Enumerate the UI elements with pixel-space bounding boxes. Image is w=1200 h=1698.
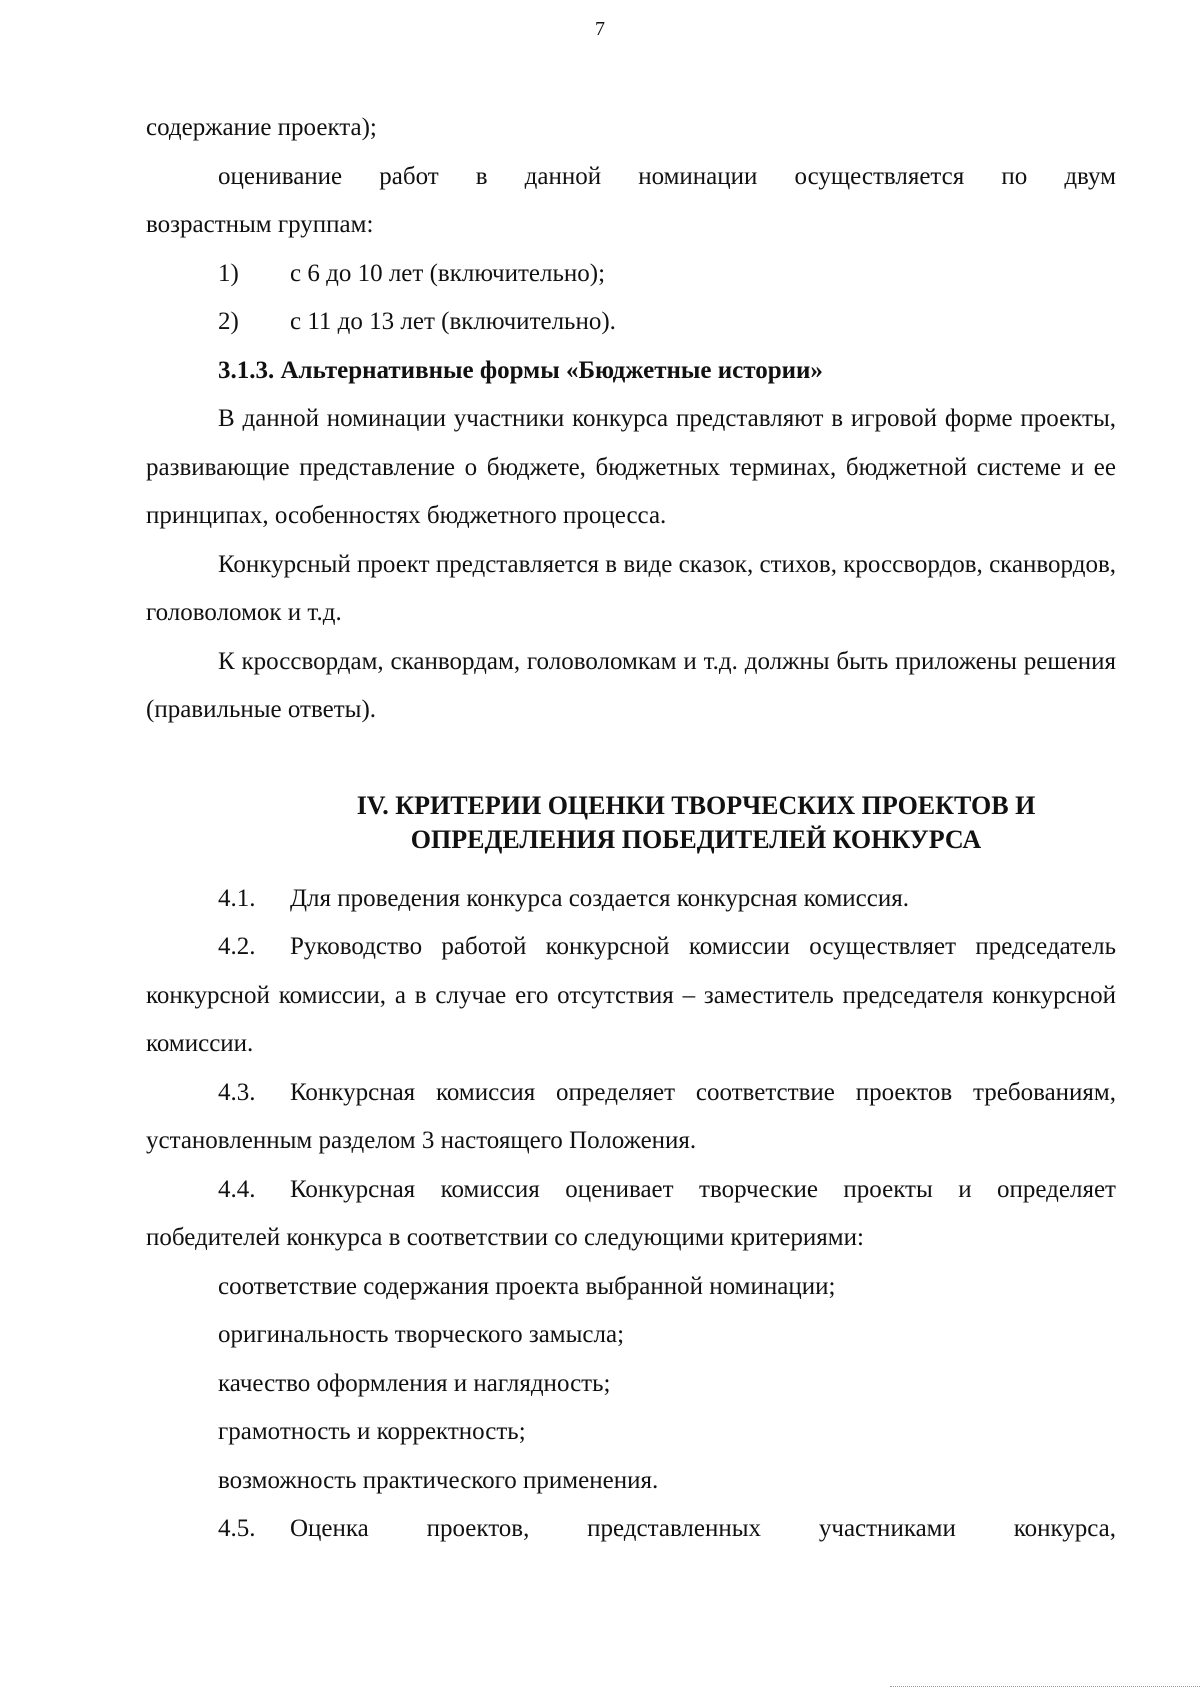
clause-4-3 [146,1069,1116,1166]
age-group-item-2 [218,298,1116,347]
age-group-text: с 11 до 13 лет (включительно). [290,308,616,335]
section-heading-iv [146,789,1116,857]
clause-4-2 [146,923,1116,1069]
section-heading-line2: ОПРЕДЕЛЕНИЯ ПОБЕДИТЕЛЕЙ КОНКУРСА [410,824,982,854]
document-body [146,104,1116,1554]
clause-number: 4.1. [218,884,256,912]
paragraph-continuation: содержание проекта); [146,114,377,141]
clause-text: Руководство работой конкурсной комиссии осуществляет председатель конкурсной комиссии, а в случае его отсутствия – заместитель председателя конкурсной комиссии. [146,933,1116,1057]
paragraph-evaluation-line2: возрастным группам: [146,211,374,238]
paragraph-313-format: Конкурсный проект представляется в виде сказок, стихов, кроссвордов, сканвордов, головоломок и т.д. [146,550,1116,626]
clause-4-5 [146,1505,1116,1554]
page-number: 7 [595,18,605,40]
section-heading-line1: IV. КРИТЕРИИ ОЦЕНКИ ТВОРЧЕСКИХ ПРОЕКТОВ И [356,790,1036,820]
criterion-item: возможность практического применения. [218,1466,659,1494]
clause-number: 4.4. [218,1175,256,1203]
criterion-item: соответствие содержания проекта выбранной номинации; [218,1272,836,1300]
subsection-title-313: 3.1.3. Альтернативные формы «Бюджетные истории» [218,356,823,384]
clause-number: 4.2. [218,933,256,960]
paragraph-313-description: В данной номинации участники конкурса представляют в игровой форме проекты, развивающие представление о бюджете, бюджетных терминах, бюджетной системе и ее принципах, особенностях бюджетного процесса. [146,405,1116,529]
age-group-item-1 [218,250,1116,299]
clause-text: Конкурсная комиссия оценивает творческие проекты и определяет победителей конкурса в соответствии со следующими критериями: [146,1175,1116,1251]
clause-number: 4.3. [218,1078,256,1106]
criterion-item: грамотность и корректность; [218,1418,526,1445]
age-group-text: с 6 до 10 лет (включительно); [290,259,606,287]
age-group-number: 1) [218,259,239,287]
clause-text: Оценка проектов, представленных участниками конкурса, [290,1515,1116,1542]
clause-4-4 [146,1166,1116,1263]
criterion-item: оригинальность творческого замысла; [218,1321,625,1348]
clause-4-1 [146,875,1116,924]
clause-text: Для проведения конкурса создается конкурсная комиссия. [290,884,909,912]
criterion-item: качество оформления и наглядность; [218,1369,611,1397]
paragraph-evaluation-line1: оценивание работ в данной номинации осуществляется по двум [218,162,1116,190]
paragraph-313-answers: К кроссвордам, сканвордам, головоломкам и т.д. должны быть приложены решения (правильные ответы). [146,647,1116,723]
clause-number: 4.5. [218,1515,256,1542]
age-group-number: 2) [218,308,239,335]
scan-edge-line [890,1686,1200,1687]
clause-text: Конкурсная комиссия определяет соответствие проектов требованиям, установленным разделом 3 настоящего Положения. [146,1078,1116,1154]
